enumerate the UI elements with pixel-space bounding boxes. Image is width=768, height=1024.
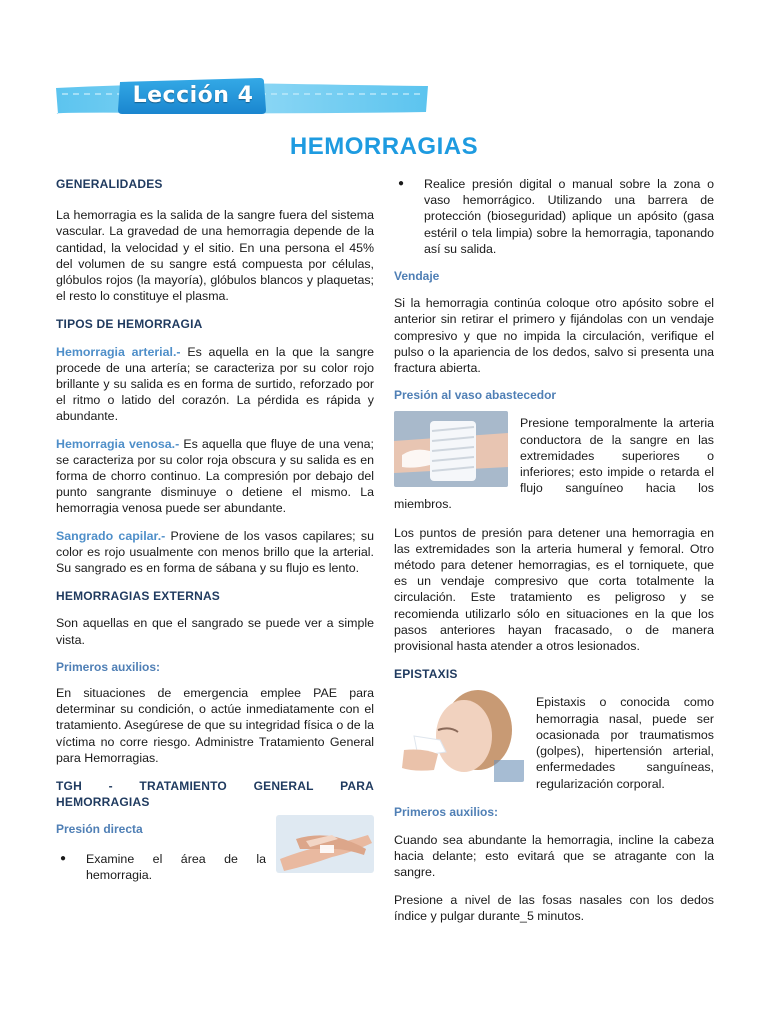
text-capilar: Proviene de los vasos capilares; su color es rojo usualmente con menos brillo que la arterial. Su sangrado es en forma de sábana y su flujo es lento. xyxy=(56,528,374,576)
heading-epistaxis: EPISTAXIS xyxy=(394,667,458,682)
paragraph-vaso-abastecedor: Presione temporalmente la arteria conductora de la sangre en las extremidades superiores o inferiores; esto impide o retarda el flujo sanguíneo hacia los miembros. xyxy=(394,416,714,512)
paragraph-primeros-auxilios-left: En situaciones de emergencia emplee PAE para determinar su condición, o actúe inmediatamente con el tratamiento. Asegúrese de que su integridad física o de la víctima no corre riesgo. Administre Tratamiento General para Hemorragias. xyxy=(56,686,374,765)
paragraph-vendaje: Si la hemorragia continúa coloque otro apósito sobre el anterior sin retirar el primero y fijándolas con un vendaje compresivo y que no impida la circulación, verifique el pulso o la apariencia de los dedos, salvo si presenta una fractura abierta. xyxy=(394,296,714,376)
heading-generalidades: GENERALIDADES xyxy=(56,177,163,191)
paragraph-primeros-auxilios-right-1: Cuando sea abundante la hemorragia, incline la cabeza hacia delante; esto evitará que se atragante con la sangre. xyxy=(394,832,714,880)
lead-capilar: Sangrado capilar.- xyxy=(56,528,166,543)
paragraph-externas: Son aquellas en que el sangrado se puede ver a simple vista. xyxy=(56,616,374,647)
presion-directa-block xyxy=(56,821,374,884)
bullet-examine-text: Examine el área de la hemorragia. xyxy=(86,851,266,882)
text-arterial: Es aquella en la que la sangre procede de una artería; se caracteriza por su color rojo brillante y su salida es en forma de surtido, reforzado por el ritmo o latido del corazón. La pérdida es rápida y abundante. xyxy=(56,344,375,424)
paragraph-venosa xyxy=(56,436,374,517)
bullet-examine xyxy=(56,851,266,883)
lead-arterial: Hemorragia arterial.- xyxy=(56,344,181,359)
left-column xyxy=(56,176,374,883)
heading-presion-directa: Presión directa xyxy=(56,821,143,836)
paragraph-capilar xyxy=(56,528,374,577)
right-column xyxy=(394,176,714,924)
heading-primeros-auxilios-right: Primeros auxilios: xyxy=(394,804,499,819)
vaso-abastecedor-block xyxy=(394,415,714,512)
lesson-label: Lección 4 xyxy=(132,82,254,108)
bandaged-arm-image xyxy=(394,411,508,487)
paragraph-generalidades: La hemorragia es la salida de la sangre fuera del sistema vascular. La gravedad de una hemorragia depende de la cantidad, la velocidad y el sitio. En una persona el 45% del volumen de su sangre está compuesta por células, glóbulos rojos (la mayoría), glóbulos blancos y plaquetas; el resto lo constituye el plasma. xyxy=(56,208,374,304)
heading-tgh: TGH - TRATAMIENTO GENERAL PARA HEMORRAGIAS xyxy=(56,779,374,810)
epistaxis-block xyxy=(394,694,714,791)
paragraph-primeros-auxilios-right-2: Presione a nivel de las fosas nasales con los dedos índice y pulgar durante_5 minutos. xyxy=(394,892,714,923)
nosebleed-image xyxy=(394,690,524,782)
bullet-presion-digital xyxy=(394,176,714,257)
heading-vaso-abastecedor: Presión al vaso abastecedor xyxy=(394,388,557,403)
bullet-presion-digital-text: Realice presión digital o manual sobre la zona o vaso hemorrágico. Utilizando una barrera de protección (bioseguridad) aplique un apósito (gasa estéril o tela limpia) sobre la hemorragia, taponando así su salida. xyxy=(424,177,714,256)
text-venosa: Es aquella que fluye de una vena; se caracteriza por su color roja obscura y su salida es en forma de chorro continuo. La compresión por debajo del punto sangrante disminuye o detiene el mismo. La hemorragia venosa puede ser abundante. xyxy=(56,436,375,516)
bullet-dot-icon: ● xyxy=(398,178,405,189)
heading-externas: HEMORRAGIAS EXTERNAS xyxy=(56,589,221,604)
paragraph-epistaxis: Epistaxis o conocida como hemorragia nasal, puede ser ocasionada por traumatismos (golpes), hipertensión arterial, enfermedades sanguíneas, regularización corporal. xyxy=(536,695,714,791)
page-title: HEMORRAGIAS xyxy=(289,133,479,160)
heading-tipos: TIPOS DE HEMORRAGIA xyxy=(56,317,203,332)
bullet-dot-icon: ● xyxy=(60,852,67,864)
lesson-banner xyxy=(54,76,430,116)
paragraph-arterial xyxy=(56,344,374,425)
paragraph-puntos-presion: Los puntos de presión para detener una hemorragia en las extremidades son la arteria humeral y femoral. Otro método para detener hemorragias, es el torniquete, que es un vendaje compresivo que corta totalmente la circulación. Este tratamiento es peligroso y se recomienda utilizarlo sólo en situaciones en la que los pasos anteriores hayan fracasado, o de manera provisional hasta atender a otros lesionados. xyxy=(394,525,714,654)
heading-primeros-auxilios-left: Primeros auxilios: xyxy=(56,659,161,674)
heading-vendaje: Vendaje xyxy=(394,269,440,284)
lead-venosa: Hemorragia venosa.- xyxy=(56,436,180,451)
hand-pressure-image xyxy=(276,815,374,873)
